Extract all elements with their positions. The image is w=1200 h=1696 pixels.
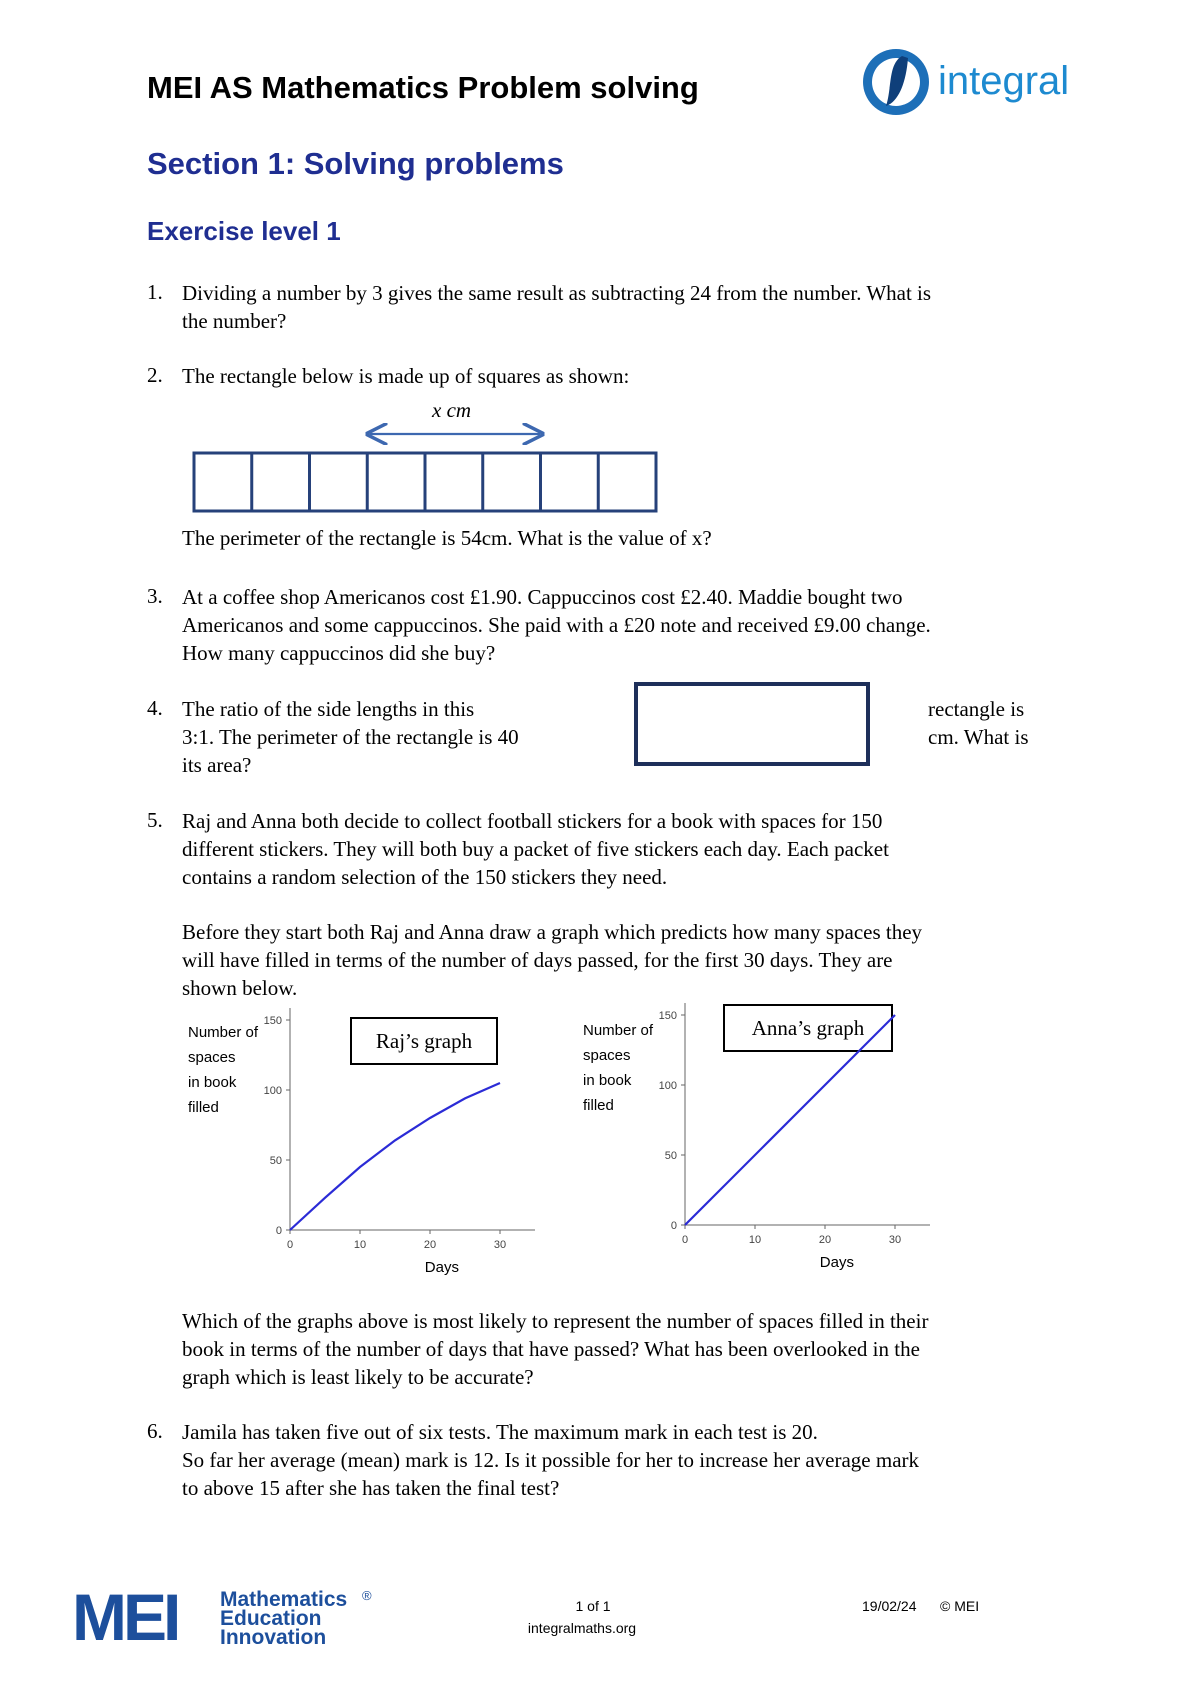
question-number: 2. — [147, 363, 163, 387]
question-2-text — [182, 362, 1082, 390]
question-3-text — [182, 583, 1082, 667]
question-line: Before they start both Raj and Anna draw a graph which predicts how many spaces they — [182, 920, 923, 944]
question-line: shown below. — [182, 976, 298, 1000]
ylabel-line: Number of — [583, 1022, 654, 1039]
question-number: 5. — [147, 808, 163, 832]
brand-line: Innovation — [220, 1626, 327, 1649]
raj-graph — [260, 1000, 580, 1280]
x-tick-label: 30 — [888, 1234, 902, 1246]
anna-graph-ylabel — [583, 1018, 653, 1118]
data-series-line — [290, 1083, 500, 1230]
squares-rectangle-figure — [180, 418, 670, 518]
question-line: its area? — [182, 753, 252, 777]
integral-logo — [858, 44, 1098, 120]
question-line: to above 15 after she has taken the final test? — [182, 1476, 560, 1500]
question-line: Raj and Anna both decide to collect football stickers for a book with spaces for 150 — [182, 809, 883, 833]
exercise-heading: Exercise level 1 — [147, 216, 341, 246]
y-tick-label: 100 — [263, 1085, 282, 1097]
question-6-text — [182, 1418, 1082, 1502]
page-number: 1 of 1 — [575, 1598, 611, 1614]
ylabel-line: in book — [188, 1074, 237, 1091]
question-line: Jamila has taken five out of six tests. The maximum mark in each test is 20. — [182, 1420, 818, 1444]
footer-url: integralmaths.org — [527, 1620, 637, 1636]
mei-brand-text — [220, 1590, 347, 1647]
x-tick-label: 0 — [681, 1234, 689, 1246]
footer-copyright: © MEI — [940, 1598, 980, 1614]
y-tick-label: 100 — [658, 1080, 677, 1092]
x-tick-label: 20 — [423, 1239, 437, 1251]
section-heading: Section 1: Solving problems — [147, 146, 564, 181]
question-line: graph which is least likely to be accurate? — [182, 1365, 534, 1389]
y-tick-label: 150 — [658, 1010, 677, 1022]
x-axis-title: Days — [819, 1254, 854, 1271]
ylabel-line: filled — [188, 1099, 219, 1116]
question-line: the number? — [182, 309, 287, 333]
question-line: Which of the graphs above is most likely to represent the number of spaces filled in their — [182, 1309, 929, 1333]
x-tick-label: 10 — [353, 1239, 367, 1251]
y-tick-label: 0 — [275, 1225, 282, 1237]
y-tick-label: 150 — [263, 1015, 282, 1027]
x-axis-title: Days — [424, 1259, 459, 1276]
question-5-prompt — [182, 1307, 1082, 1391]
ylabel-line: Number of — [188, 1024, 259, 1041]
question-4-text-right — [928, 695, 1078, 751]
raj-graph-title: Raj’s graph — [350, 1017, 498, 1065]
x-tick-label: 0 — [286, 1239, 294, 1251]
raj-graph-ylabel — [188, 1020, 258, 1120]
question-5-text — [182, 807, 1082, 891]
question-line: rectangle is — [928, 697, 1025, 721]
ylabel-line: filled — [583, 1097, 614, 1114]
question-line: different stickers. They will both buy a packet of five stickers each day. Each packet — [182, 837, 889, 861]
question-line: Dividing a number by 3 gives the same result as subtracting 24 from the number. What is — [182, 281, 932, 305]
x-tick-label: 20 — [818, 1234, 832, 1246]
question-5-graph-intro — [182, 918, 1082, 1002]
question-1-text — [182, 279, 1082, 335]
x-tick-label: 30 — [493, 1239, 507, 1251]
question-number: 6. — [147, 1419, 163, 1443]
question-line: Americanos and some cappuccinos. She paid with a £20 note and received £9.00 change. — [182, 613, 931, 637]
squares-dimension-label: x cm — [432, 398, 472, 422]
y-tick-label: 50 — [664, 1150, 677, 1162]
question-line: The rectangle below is made up of squares as shown: — [182, 364, 630, 388]
question-4-text-left — [182, 695, 602, 779]
question-2-followup: The perimeter of the rectangle is 54cm. What is the value of x? — [182, 526, 712, 550]
question-line: cm. What is — [928, 725, 1029, 749]
question-line: How many cappuccinos did she buy? — [182, 641, 496, 665]
question-line: At a coffee shop Americanos cost £1.90. Cappuccinos cost £2.40. Maddie bought two — [182, 585, 903, 609]
question-line: 3:1. The perimeter of the rectangle is 40 — [182, 725, 519, 749]
mei-logo-letters: MEI — [72, 1580, 178, 1654]
footer-date: 19/02/24 — [862, 1598, 917, 1614]
ratio-rectangle-figure — [634, 682, 870, 766]
question-number: 1. — [147, 280, 163, 304]
brand-line: Mathematics — [220, 1588, 348, 1611]
question-line: The ratio of the side lengths in this — [182, 697, 475, 721]
y-tick-label: 0 — [670, 1220, 677, 1232]
ylabel-line: spaces — [188, 1049, 236, 1066]
question-line: So far her average (mean) mark is 12. Is it possible for her to increase her average mark — [182, 1448, 920, 1472]
integral-logo-text: integral — [938, 59, 1070, 103]
question-number: 4. — [147, 696, 163, 720]
square-dividers — [252, 453, 599, 511]
ylabel-line: spaces — [583, 1047, 631, 1064]
document-title: MEI AS Mathematics Problem solving — [147, 70, 699, 105]
question-number: 3. — [147, 584, 163, 608]
question-line: book in terms of the number of days that have passed? What has been overlooked in the — [182, 1337, 920, 1361]
mei-logo — [72, 1580, 392, 1654]
registered-mark: ® — [362, 1588, 372, 1603]
ylabel-line: in book — [583, 1072, 632, 1089]
anna-graph — [655, 995, 975, 1275]
question-line: will have filled in terms of the number of days passed, for the first 30 days. They are — [182, 948, 893, 972]
question-line: contains a random selection of the 150 stickers they need. — [182, 865, 668, 889]
anna-graph-title: Anna’s graph — [723, 1004, 893, 1052]
x-tick-label: 10 — [748, 1234, 762, 1246]
data-series-line — [685, 1015, 895, 1225]
brand-line: Education — [220, 1607, 322, 1630]
y-tick-label: 50 — [269, 1155, 282, 1167]
